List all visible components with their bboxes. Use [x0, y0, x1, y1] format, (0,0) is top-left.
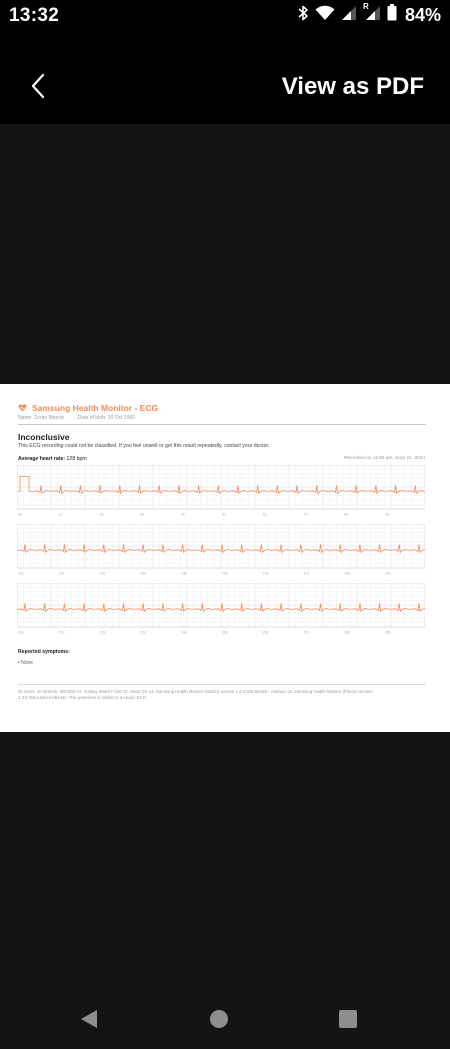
ecg-tick-label: 25s [222, 630, 228, 634]
ecg-tick-label: 29s [385, 630, 391, 634]
ecg-tick-label: 17s [303, 571, 310, 575]
ecg-tick-label: 14s [181, 571, 187, 575]
patient-info [18, 415, 135, 421]
patient-name: Name: Zoran Bisevic [18, 415, 65, 421]
ecg-tick-label: 0s [18, 512, 22, 516]
nav-recents-button[interactable] [333, 1006, 363, 1036]
ecg-tick-label: 7s [303, 512, 308, 516]
navigation-bar [0, 990, 450, 1049]
ecg-tick-label: 2s [99, 512, 104, 516]
heart-rate-value: 128 bpm [66, 456, 87, 462]
ecg-tick-label: 6s [262, 512, 267, 516]
nav-back-button[interactable] [74, 1006, 104, 1036]
ecg-strip-3 [17, 583, 425, 634]
ecg-tick-label: 5s [222, 512, 226, 516]
signal-icon [341, 5, 357, 26]
ecg-strip-2 [17, 524, 425, 575]
status-icons [297, 1, 441, 25]
result-description: This ECG recording could not be classified. If you feel unwell or get this result repeatedly, contact your doctor. [18, 443, 270, 449]
nav-back-icon [79, 1009, 99, 1034]
ecg-tick-label: 8s [344, 512, 349, 516]
ecg-tick-label: 11s [58, 571, 65, 575]
roaming-letter: R [362, 1, 369, 11]
nav-recents-icon [338, 1009, 358, 1034]
ecg-result: Inconclusive [18, 432, 70, 442]
ecg-tick-label: 26s [262, 630, 269, 634]
status-bar [0, 0, 450, 30]
wifi-icon [315, 5, 335, 26]
status-time: 13:32 [9, 5, 60, 26]
ecg-strip-1 [17, 465, 425, 516]
ecg-tick-label: 12s [99, 571, 106, 575]
heart-rate-label: Average heart rate: [18, 456, 66, 462]
page-title: View as PDF [281, 73, 424, 100]
nav-home-button[interactable] [204, 1006, 234, 1036]
ecg-tick-label: 28s [344, 630, 351, 634]
footer-divider [18, 684, 426, 685]
nav-home-icon [209, 1009, 229, 1034]
doc-title: Samsung Health Monitor - ECG [32, 403, 159, 413]
recorded-timestamp: Recorded on 11:59 am, Sept 22, 2024 [344, 456, 425, 461]
ecg-tick-label: 24s [181, 630, 187, 634]
ecg-tick-label: 3s [140, 512, 145, 516]
app-bar [0, 30, 450, 124]
patient-dob: Date of birth: 20 Oct 1960 [77, 415, 136, 421]
symptoms-value: • None [18, 660, 34, 666]
ecg-tick-label: 4s [181, 512, 185, 516]
ecg-tick-label: 22s [99, 630, 106, 634]
roaming-signal-icon [362, 1, 381, 26]
ecg-tick-label: 16s [262, 571, 269, 575]
ecg-tick-label: 23s [140, 630, 147, 634]
ecg-tick-label: 19s [385, 571, 391, 575]
bluetooth-icon [297, 5, 309, 26]
ecg-tick-label: 15s [222, 571, 228, 575]
pdf-page [0, 384, 450, 732]
battery-percent: 84% [404, 4, 441, 25]
device-footnote: 25 mm/s, 10 mm/mV, 500.000 Hz, Galaxy Watch7 (SK72), Wear OS 14, Samsung Health Monitor (Watch) version 1.3.2.025.bb4a4c, Android 13, Samsung Health Monitor (Phone) version 1.3.5.002.ea4ece.bb4a4c. The waveform is similar to a Lead I ECG. [18, 689, 373, 700]
ecg-tick-label: 1s [58, 512, 63, 516]
ecg-tick-label: 27s [303, 630, 310, 634]
ecg-tick-label: 10s [18, 571, 24, 575]
ecg-tick-label: 20s [18, 630, 24, 634]
ecg-tick-label: 13s [140, 571, 147, 575]
ecg-tick-label: 9s [385, 512, 389, 516]
ecg-tick-label: 21s [58, 630, 65, 634]
symptoms-label: Reported symptoms: [18, 649, 70, 655]
back-button[interactable] [22, 72, 54, 104]
battery-icon [387, 4, 397, 26]
ecg-tick-label: 18s [344, 571, 351, 575]
chevron-left-icon [30, 73, 46, 104]
heart-rate [18, 456, 87, 462]
divider [18, 424, 426, 425]
